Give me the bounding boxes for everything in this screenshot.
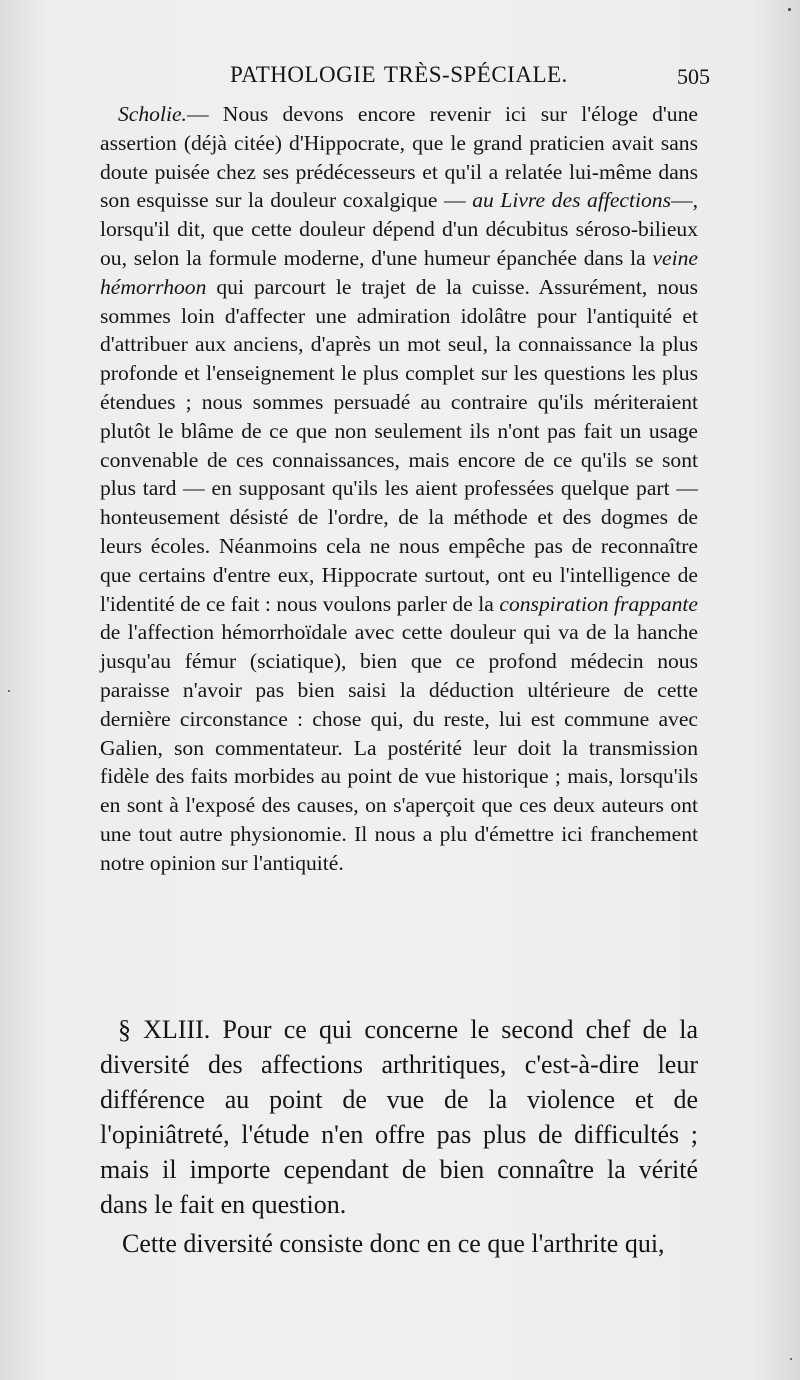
scholie-label: Scholie. [118,102,187,126]
paper-speck [8,690,10,692]
scholie-part-4: de l'affection hémorrhoïdale avec cette douleur qui va de la hanche jusqu'au fémur (sciatique), bien que ce profond médecin nous paraisse n'avoir pas bien saisi la déduction ultérieure de cette dernière circonstance : chose qui, du reste, lui est commune avec Galien, son commentateur. La postérité leur doit la transmission fidèle des faits morbides au point de vue historique ; mais, lorsqu'ils en sont à l'exposé des causes, on s'aperçoit que ces deux auteurs ont une tout autre physionomie. Il nous a plu d'émettre ici franchement notre opinion sur l'antiquité. [100,620,698,875]
section-xliii [100,1012,698,1261]
running-head: PATHOLOGIE TRÈS-SPÉCIALE. [230,62,568,87]
scholie-part-3: qui parcourt le trajet de la cuisse. Assurément, nous sommes loin d'affecter une admiration idolâtre pour l'antiquité et d'attribuer aux anciens, d'après un mot seul, la connaissance la plus profonde et l'enseignement le plus complet sur les questions les plus étendues ; nous sommes persuadé au contraire qu'ils mériteraient plutôt le blâme de ce que non seulement ils n'ont pas fait un usage convenable de ces connaissances, mais encore de ce qu'ils se sont plus tard — en supposant qu'ils les aient professées quelque part — honteusement désisté de l'ordre, de la méthode et des dogmes de leurs écoles. Néanmoins cela ne nous empêche pas de reconnaître que certains d'entre eux, Hippocrate surtout, ont eu l'intelligence de l'identité de ce fait : nous voulons parler de la [100,274,698,616]
scholie-italic-book-title: au Livre des affections [472,188,671,213]
scholie-italic-vein: veine hémorrhoon [100,245,698,299]
scholie-part-2: —, lorsqu'il dit, que cette douleur dépend d'un décubitus séroso-bilieux ou, selon la formule moderne, d'une humeur épanchée dans la [100,188,698,270]
section-paragraph-1-text: Pour ce qui concerne le second chef de la diversité des affections arthritiques, c'est-à-dire leur différence au point de vue de la violence et de l'opiniâtreté, l'étude n'en offre pas plus de difficultés ; mais il importe cependant de bien connaître la vérité dans le fait en question. [100,1015,698,1219]
scholie-part-1: — Nous devons encore revenir ici sur l'éloge d'une assertion (déjà citée) d'Hippocrate, que le grand praticien avait sans doute puisée chez ses prédécesseurs et qu'il a relatée lui-même dans son esquisse sur la douleur coxalgique — [100,102,698,213]
section-paragraph-1 [100,1012,698,1222]
page-header [100,62,710,94]
section-paragraph-2: Cette diversité consiste donc en ce que l'arthrite qui, [122,1229,665,1258]
section-mark: § XLIII. [118,1015,211,1044]
paper-speck [788,8,791,11]
scholie-italic-conspiration: conspiration frappante [499,591,699,616]
page-number: 505 [677,64,710,89]
scholie-paragraph [100,100,698,878]
scholie-text [100,100,698,878]
paper-speck [790,1358,792,1360]
